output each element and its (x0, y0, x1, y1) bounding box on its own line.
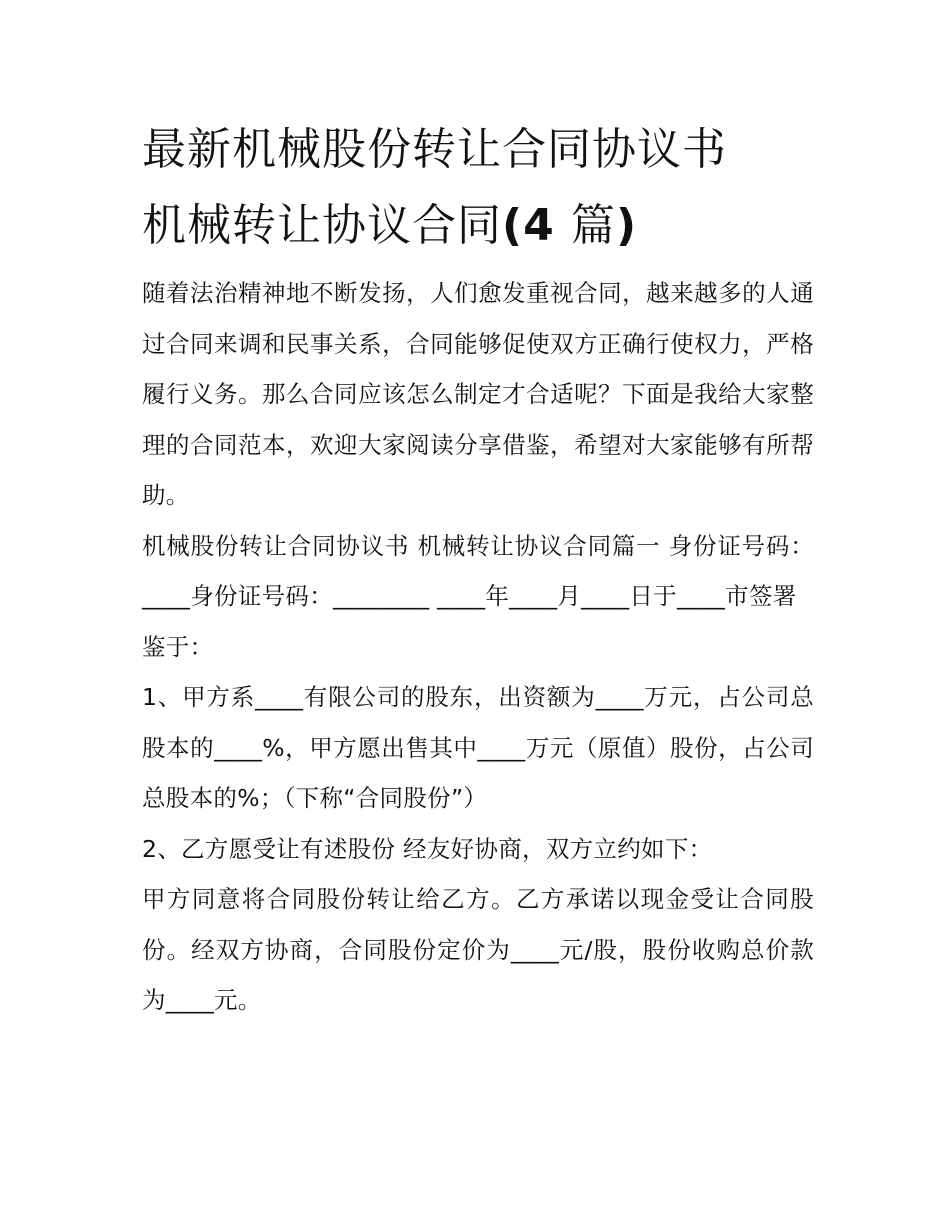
intro-paragraph: 随着法治精神地不断发扬，人们愈发重视合同，越来越多的人通过合同来调和民事关系，合同能够促使双方正确行使权力，严格履行义务。那么合同应该怎么制定才合适呢？下面是我给大家整理的合同范本，欢迎大家阅读分享借鉴，希望对大家能够有所帮助。 (142, 279, 814, 509)
contract-heading-paragraph: 机械股份转让合同协议书 机械转让协议合同篇一 身份证号码：____身份证号码：________ ____年____月____日于____市签署 (142, 531, 814, 610)
title-count-close: ) (616, 200, 638, 251)
clause-1-paragraph: 1、甲方系____有限公司的股东，出资额为____万元，占公司总股本的____%，甲方愿出售其中____万元（原值）股份，占公司总股本的%；（下称“合同股份”） (142, 683, 814, 812)
document-title (142, 112, 814, 264)
title-line-1: 最新机械股份转让合同协议书 (142, 124, 727, 175)
title-count-open: (4 (502, 200, 572, 251)
document-body (142, 112, 814, 1026)
whereas-label: 鉴于： (142, 632, 214, 661)
transfer-terms-paragraph: 甲方同意将合同股份转让给乙方。乙方承诺以现金受让合同股份。经双方协商，合同股份定价为____元/股，股份收购总价款为____元。 (142, 885, 814, 1014)
title-count-unit: 篇 (571, 200, 617, 251)
title-line-2-text: 机械转让协议合同 (142, 200, 502, 251)
clause-2-paragraph: 2、乙方愿受让有述股份 经友好协商，双方立约如下： (142, 834, 713, 863)
title-line-2 (142, 188, 814, 264)
